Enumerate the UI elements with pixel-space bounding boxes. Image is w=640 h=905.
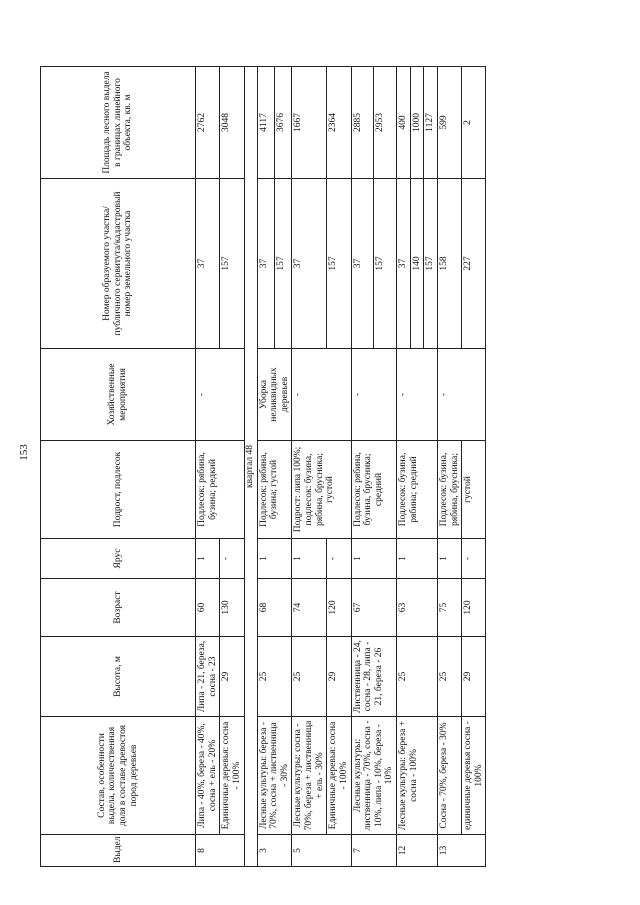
cell-vozrast: 75	[437, 579, 461, 637]
cell-nomer: 157	[424, 179, 438, 349]
cell-podrost: Подлесок: бузина, рябина, брусника;	[437, 441, 461, 539]
cell-vydel: 13	[437, 835, 486, 867]
table-row	[437, 67, 461, 867]
cell-yarus: 1	[437, 539, 461, 579]
cell-vozrast: 68	[257, 579, 292, 637]
cell-ploshad: 4117	[257, 67, 274, 179]
table-row	[351, 67, 374, 867]
header-vydel: Выдел	[41, 835, 196, 867]
cell-podrost: густой	[462, 441, 486, 539]
cell-sostav: Сосна - 70%, береза - 30%	[437, 717, 461, 835]
header-vozrast: Возраст	[41, 579, 196, 637]
cell-vysota: 25	[292, 637, 327, 717]
cell-ploshad: 400	[397, 67, 411, 179]
cell-yarus: 1	[397, 539, 438, 579]
cell-podrost: Подлесок: рябина, бузина; густой	[257, 441, 292, 539]
quarter-row	[244, 67, 257, 867]
cell-nomer: 37	[397, 179, 411, 349]
cell-nomer: 227	[462, 179, 486, 349]
cell-ploshad: 1127	[424, 67, 438, 179]
cell-ploshad: 2762	[196, 67, 220, 179]
cell-ploshad: 2953	[374, 67, 397, 179]
cell-vysota: Лиственница - 24, сосна - 28, липа - 21, береза - 26	[351, 637, 397, 717]
cell-vysota: 25	[437, 637, 461, 717]
cell-vydel: 3	[257, 835, 292, 867]
cell-vozrast: 74	[292, 579, 327, 637]
table-row	[462, 67, 486, 867]
table-row	[257, 67, 274, 867]
cell-yarus: -	[220, 539, 244, 579]
cell-ploshad: 1667	[292, 67, 327, 179]
cell-podrost: Подлесок: рябина, бузина; редкий	[196, 441, 245, 539]
cell-nomer: 157	[374, 179, 397, 349]
cell-vysota: 29	[220, 637, 244, 717]
cell-vysota: 29	[327, 637, 351, 717]
table-row	[292, 67, 327, 867]
cell-yarus: 1	[351, 539, 397, 579]
cell-yarus: -	[462, 539, 486, 579]
cell-sostav: Единичные деревья: сосна - 100%	[220, 717, 244, 835]
header-sostav: Состав, особенности выдела, количественная доля в составе древостоя пород деревьев	[41, 717, 196, 835]
cell-ploshad: 3048	[220, 67, 244, 179]
header-ploshad: Площадь лесного выдела в границах линейного объекта, кв. м	[41, 67, 196, 179]
quarter-label: квартал 48	[244, 67, 257, 867]
page-number: 153	[18, 444, 30, 461]
cell-yarus: -	[327, 539, 351, 579]
cell-vydel: 12	[397, 835, 438, 867]
cell-vozrast: 67	[351, 579, 397, 637]
cell-ploshad: 3676	[274, 67, 291, 179]
cell-meropr: Уборка неликвидных деревьев	[257, 349, 292, 441]
cell-nomer: 157	[327, 179, 351, 349]
cell-podrost: Подрост: липа 100%; подлесок: бузина, рябина, брусника; густой	[292, 441, 351, 539]
cell-ploshad: 1000	[410, 67, 424, 179]
cell-yarus: 1	[196, 539, 220, 579]
cell-sostav: Лесные культуры: лиственница - 70%, сосна - 10%, липа - 10%, береза - 10%	[351, 717, 397, 835]
cell-vysota: 29	[462, 637, 486, 717]
cell-sostav: Лесные культуры: сосна - 70%, береза + лиственница + ель - 30%	[292, 717, 327, 835]
header-podrost: Подрост, подлесок	[41, 441, 196, 539]
cell-meropr: -	[437, 349, 486, 441]
cell-meropr: -	[196, 349, 245, 441]
cell-yarus: 1	[292, 539, 327, 579]
cell-sostav: Лесные культуры: береза + сосна - 100%	[397, 717, 438, 835]
cell-vysota: 25	[397, 637, 438, 717]
cell-nomer: 157	[274, 179, 291, 349]
cell-ploshad: 2	[462, 67, 486, 179]
table-row	[196, 67, 220, 867]
cell-vozrast: 120	[327, 579, 351, 637]
cell-vydel: 5	[292, 835, 351, 867]
cell-vozrast: 63	[397, 579, 438, 637]
cell-nomer: 157	[220, 179, 244, 349]
cell-meropr: -	[397, 349, 438, 441]
forest-table	[40, 66, 486, 867]
cell-ploshad: 2364	[327, 67, 351, 179]
cell-nomer: 140	[410, 179, 424, 349]
cell-sostav: единичные деревья сосна - 100%	[462, 717, 486, 835]
cell-vozrast: 130	[220, 579, 244, 637]
cell-meropr: -	[292, 349, 351, 441]
table-row	[397, 67, 411, 867]
cell-nomer: 37	[292, 179, 327, 349]
cell-vydel: 8	[196, 835, 245, 867]
cell-nomer: 37	[351, 179, 374, 349]
cell-sostav: Лесные культуры: береза - 70%, сосна + лиственница - 30%	[257, 717, 292, 835]
cell-vysota: Липа - 21, береза, сосна - 23	[196, 637, 220, 717]
cell-nomer: 158	[437, 179, 461, 349]
cell-meropr: -	[351, 349, 397, 441]
header-meropr: Хозяйственные мероприятия	[41, 349, 196, 441]
cell-sostav: Липа - 40%, береза - 40%, сосна + ель - 20%	[196, 717, 220, 835]
header-nomer: Номер образуемого участка/ публичного сервитута/кадастровый номер земельного участка	[41, 179, 196, 349]
cell-nomer: 37	[196, 179, 220, 349]
cell-yarus: 1	[257, 539, 292, 579]
table-header	[41, 67, 196, 867]
cell-sostav: Единичные деревья: сосна - 100%	[327, 717, 351, 835]
cell-ploshad: 599	[437, 67, 461, 179]
cell-vydel: 7	[351, 835, 397, 867]
header-vysota: Высота, м	[41, 637, 196, 717]
cell-podrost: Подлесок: рябина, бузина, брусника; средний	[351, 441, 397, 539]
cell-vozrast: 120	[462, 579, 486, 637]
cell-ploshad: 2885	[351, 67, 374, 179]
cell-vozrast: 60	[196, 579, 220, 637]
cell-podrost: Подлесок: бузина, рябина; средний	[397, 441, 438, 539]
cell-vysota: 25	[257, 637, 292, 717]
header-yarus: Ярус	[41, 539, 196, 579]
cell-nomer: 37	[257, 179, 274, 349]
